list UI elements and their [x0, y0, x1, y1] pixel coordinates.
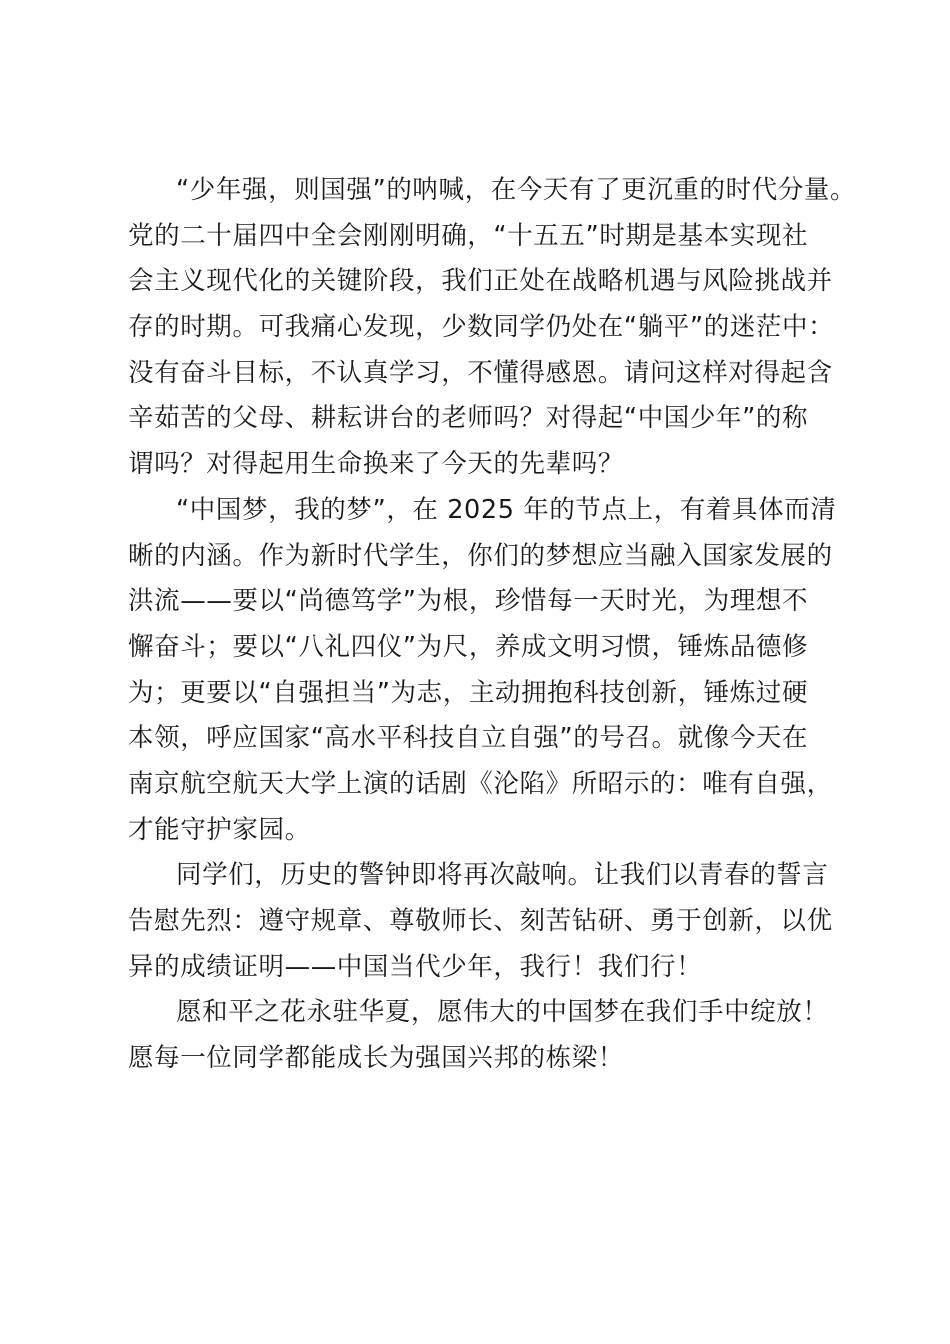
paragraph-2 — [128, 488, 868, 854]
paragraph-line: 南京航空航天大学上演的话剧《沦陷》所昭示的：唯有自强， — [128, 768, 833, 799]
paragraph-line: 晰的内涵。作为新时代学生，你们的梦想应当融入国家发展的 — [128, 540, 833, 571]
paragraph-line: 会主义现代化的关键阶段，我们正处在战略机遇与风险挑战并 — [128, 266, 833, 297]
paragraph-line: “少年强，则国强”的呐喊，在今天有了更沉重的时代分量。 — [176, 175, 857, 205]
paragraph-line: 谓吗？对得起用生命换来了今天的先辈吗？ — [128, 449, 624, 480]
document-body — [128, 168, 868, 1082]
paragraph-line: 没有奋斗目标，不认真学习，不懂得感恩。请问这样对得起含 — [128, 357, 833, 388]
paragraph-line: 党的二十届四中全会刚刚明确，“十五五”时期是基本实现社 — [128, 220, 809, 251]
paragraph-line: 本领，呼应国家“高水平科技自立自强”的号召。就像今天在 — [128, 723, 809, 754]
paragraph-line: 异的成绩证明——中国当代少年，我行！我们行！ — [128, 951, 703, 982]
paragraph-line: 洪流——要以“尚德笃学”为根，珍惜每一天时光，为理想不 — [128, 586, 809, 617]
paragraph-line: “中国梦，我的梦”，在 2025 年的节点上，有着具体而清 — [176, 494, 837, 525]
paragraph-line: 愿每一位同学都能成长为强国兴邦的栋梁！ — [128, 1043, 624, 1074]
paragraph-1 — [128, 168, 868, 488]
paragraph-line: 辛茹苦的父母、耕耘讲台的老师吗？对得起“中国少年”的称 — [128, 403, 809, 434]
paragraph-line: 告慰先烈：遵守规章、尊敬师长、刻苦钻研、勇于创新，以优 — [128, 906, 833, 936]
paragraph-line: 存的时期。可我痛心发现，少数同学仍处在“躺平”的迷茫中： — [128, 312, 835, 343]
paragraph-line: 愿和平之花永驻华夏，愿伟大的中国梦在我们手中绽放！ — [176, 997, 829, 1028]
paragraph-line: 同学们，历史的警钟即将再次敲响。让我们以青春的誓言 — [176, 860, 829, 891]
paragraph-3 — [128, 853, 868, 990]
paragraph-4 — [128, 990, 868, 1081]
paragraph-line: 才能守护家园。 — [128, 814, 311, 845]
paragraph-line: 懈奋斗；要以“八礼四仪”为尺，养成文明习惯，锤炼品德修 — [128, 631, 809, 662]
paragraph-line: 为；更要以“自强担当”为志，主动拥抱科技创新，锤炼过硬 — [128, 677, 809, 708]
